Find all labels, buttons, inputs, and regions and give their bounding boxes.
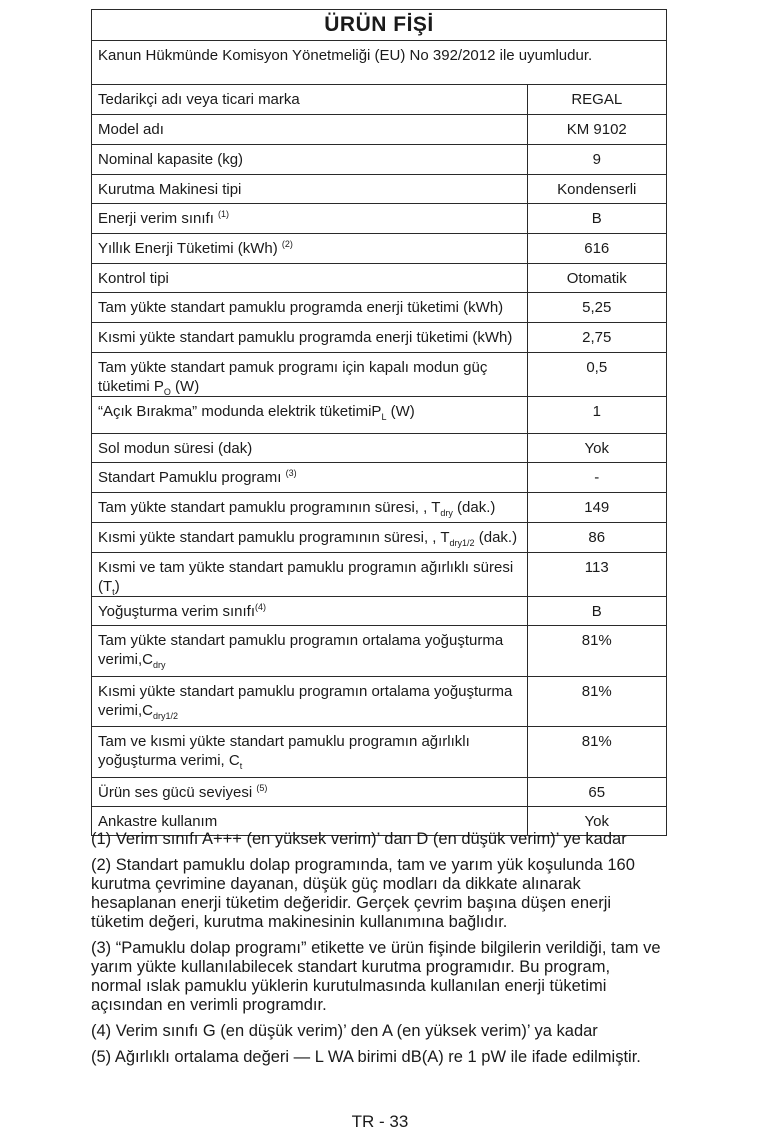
table-row [92,492,666,522]
row-label-text: Sol modun süresi (dak) [98,439,253,457]
row-value: 113 [527,552,666,596]
footnote-ref: (3) [285,467,297,478]
table-row [92,233,666,263]
row-label-text: Tam yükte standart pamuklu programda enerji tüketimi (kWh) [98,298,504,316]
row-label-text: Tam ve kısmi yükte standart pamuklu programın ağırlıklı yoğuşturma verimi, C [98,732,470,769]
row-label [92,85,527,114]
page-number: TR - 33 [351,1112,409,1131]
table-row [92,462,666,492]
row-label [92,462,527,492]
row-value: 616 [527,233,666,263]
row-label [92,625,527,676]
row-label [92,114,527,144]
row-value: Kondenserli [527,174,666,203]
row-value: 81% [527,726,666,777]
table-row [92,433,666,462]
row-label [92,396,527,433]
footnote: (1) Verim sınıfı A+++ (en yüksek verim)’ dan D (en düşük verim)’ ye kadar [91,830,627,848]
row-value: 81% [527,625,666,676]
footnote: (4) Verim sınıfı G (en düşük verim)’ den A (en yüksek verim)’ ya kadar [91,1022,598,1040]
row-label [92,492,527,522]
row-label [92,552,527,596]
row-label [92,174,527,203]
table-row [92,625,666,676]
row-label-text: Tedarikçi adı veya ticari marka [98,91,300,108]
row-label-text: Ürün ses gücü seviyesi [98,783,257,801]
row-label-text: Kısmi yükte standart pamuklu programda enerji tüketimi (kWh) [98,328,513,346]
subscript: dry [440,507,453,518]
row-label [92,203,527,233]
table-row [92,114,666,144]
row-label-text: Kısmi ve tam yükte standart pamuklu programın ağırlıklı süresi (T [98,558,514,595]
row-value: B [527,596,666,625]
row-label [92,292,527,322]
row-label-text: Yıllık Enerji Tüketimi (kWh) [98,239,282,257]
row-label-text: Tam yükte standart pamuklu programın ortalama yoğuşturma verimi,C [98,631,504,668]
row-value: 5,25 [527,292,666,322]
row-value: REGAL [527,85,666,114]
row-value: 81% [527,676,666,726]
row-label-text: Tam yükte standart pamuk programı için kapalı modun güç tüketimi P [98,358,488,395]
row-label-text: Standart Pamuklu programı [98,468,286,486]
spec-table [92,85,666,835]
row-value: 0,5 [527,352,666,396]
footnote-ref: (1) [218,208,230,219]
table-row [92,726,666,777]
footnote: (2) Standart pamuklu dolap programında, tam ve yarım yük koşulunda 160 kurutma çevrimine dayanan, düşük güç modları da dikkate alınarak hesaplanan enerji tüketim değeridir. Gerçek çevrim başına düşen enerji tüketim değeri, kurutma makinesinin kullanımına bağlıdır. [91,856,635,931]
row-value: 149 [527,492,666,522]
sheet-title: ÜRÜN FİŞİ [92,10,666,41]
table-row [92,552,666,596]
footnote-ref: (2) [281,238,293,249]
row-label-text: Kurutma Makinesi tipi [98,180,242,198]
row-value: 9 [527,144,666,174]
row-label-text: Enerji verim sınıfı [98,209,219,227]
row-value: 2,75 [527,322,666,352]
subscript: L [381,411,387,422]
row-label [92,233,527,263]
row-label-text: Kontrol tipi [98,269,169,287]
row-label [92,322,527,352]
row-label-suffix: ) [114,577,120,595]
row-value: 86 [527,522,666,552]
row-value: Yok [527,433,666,462]
subscript: O [163,386,171,397]
subscript: t [112,586,115,597]
row-label-text: Ankastre kullanım [98,812,218,830]
row-label-suffix: (W) [386,402,415,420]
row-value: B [527,203,666,233]
row-label [92,352,527,396]
table-row [92,292,666,322]
row-label-suffix: (W) [170,377,200,395]
table-row [92,174,666,203]
row-label [92,676,527,726]
row-label [92,522,527,552]
row-label-text: Nominal kapasite (kg) [98,150,244,168]
table-row [92,352,666,396]
table-row [92,85,666,114]
row-label [92,144,527,174]
row-label-text: Kısmi yükte standart pamuklu programının süresi, , T [98,528,450,546]
row-label-text: Model adı [98,120,164,138]
table-row [92,777,666,806]
row-label [92,726,527,777]
footnote: (5) Ağırlıklı ortalama değeri — L WA birimi dB(A) re 1 pW ile ifade edilmiştir. [91,1048,641,1066]
row-label-suffix: (dak.) [474,528,518,546]
table-row [92,263,666,292]
row-label [92,777,527,806]
row-value: 1 [527,396,666,433]
footnote: (3) “Pamuklu dolap programı” etikette ve ürün fişinde bilgilerin verildiği, tam ve yarım yükte kullanılabilecek standart kurutma programıdır. Bu program, normal ıslak pamuklu yüklerin kurutulmasında kullanılan enerji tüketimi açısından en verimli programdır. [91,939,661,1014]
subscript: t [239,760,243,771]
row-label-text: Yoğuşturma verim sınıfı [98,602,256,620]
subscript: dry [153,659,166,670]
row-value: - [527,462,666,492]
regulation-text: Kanun Hükmünde Komisyon Yönetmeliği (EU) No 392/2012 ile uyumludur. [92,41,666,85]
row-label [92,596,527,625]
row-label [92,433,527,462]
row-value: 65 [527,777,666,806]
footnotes [91,830,665,1074]
row-label [92,263,527,292]
subscript: dry1/2 [449,537,475,548]
table-row [92,144,666,174]
row-value: Otomatik [527,263,666,292]
table-row [92,522,666,552]
row-label-text: Kısmi yükte standart pamuklu programın ortalama yoğuşturma verimi,C [98,682,513,719]
table-row [92,203,666,233]
row-value: KM 9102 [527,114,666,144]
product-sheet [91,9,667,836]
row-label-suffix: (dak.) [452,498,496,516]
footnote-ref: (4) [255,601,267,612]
subscript: dry1/2 [153,710,179,721]
row-label-text: “Açık Bırakma” modunda elektrik tüketimiP [98,402,382,420]
table-row [92,396,666,433]
table-row [92,676,666,726]
footnote-ref: (5) [256,782,268,793]
table-row [92,596,666,625]
row-value: Yok [527,806,666,835]
row-label-text: Tam yükte standart pamuklu programının süresi, , T [98,498,441,516]
table-row [92,322,666,352]
